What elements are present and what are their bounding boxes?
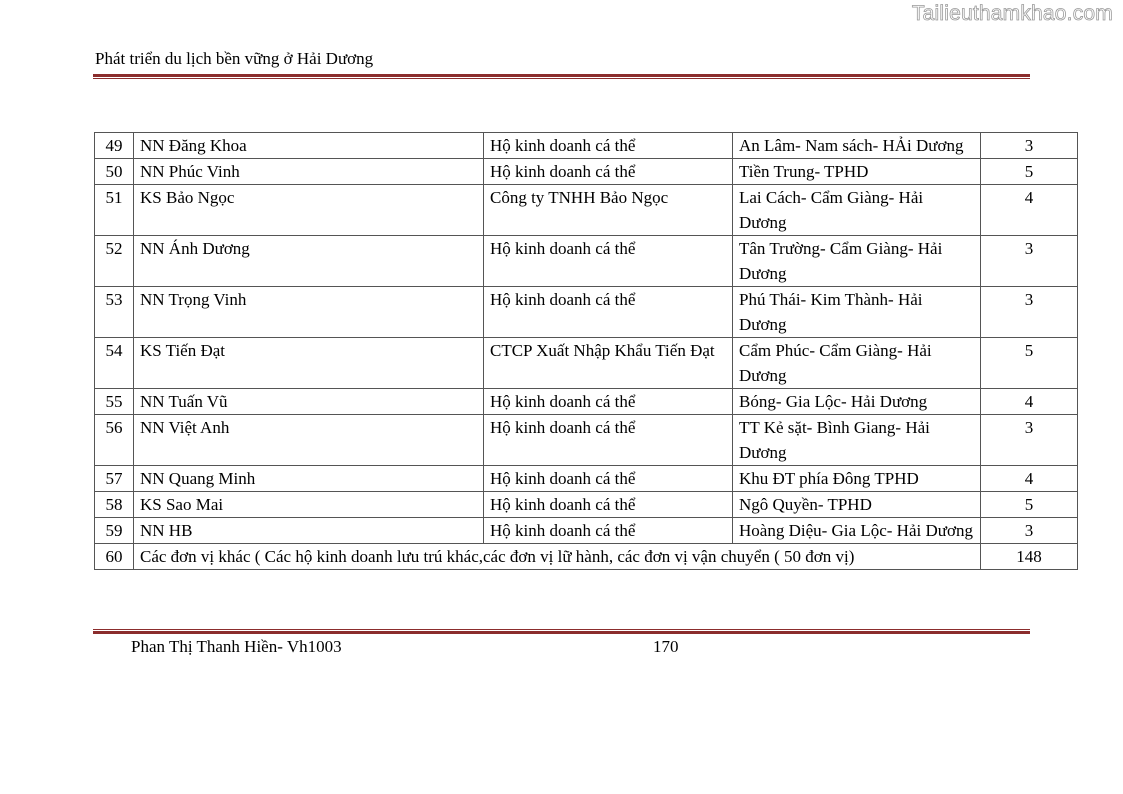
table-row bbox=[95, 133, 1078, 159]
row-number-cell: 50 bbox=[95, 159, 134, 185]
count-cell: 3 bbox=[981, 236, 1078, 287]
establishment-name-cell: NN Việt Anh bbox=[134, 415, 484, 466]
business-type-cell: Hộ kinh doanh cá thể bbox=[484, 389, 733, 415]
count-cell: 4 bbox=[981, 466, 1078, 492]
address-cell: Lai Cách- Cẩm Giàng- Hải Dương bbox=[733, 185, 981, 236]
establishment-name-cell: KS Sao Mai bbox=[134, 492, 484, 518]
table-row bbox=[95, 518, 1078, 544]
watermark-text: Tailieuthamkhao.com bbox=[911, 2, 1113, 25]
business-type-cell: Hộ kinh doanh cá thể bbox=[484, 133, 733, 159]
count-cell: 148 bbox=[981, 544, 1078, 570]
count-cell: 4 bbox=[981, 389, 1078, 415]
establishment-name-cell: NN Phúc Vinh bbox=[134, 159, 484, 185]
address-cell: An Lâm- Nam sách- HẢi Dương bbox=[733, 133, 981, 159]
row-number-cell: 55 bbox=[95, 389, 134, 415]
establishment-name-cell: NN Tuấn Vũ bbox=[134, 389, 484, 415]
footer-author: Phan Thị Thanh Hiền- Vh1003 bbox=[131, 637, 342, 656]
count-cell: 3 bbox=[981, 518, 1078, 544]
row-number-cell: 60 bbox=[95, 544, 134, 570]
business-type-cell: Hộ kinh doanh cá thể bbox=[484, 236, 733, 287]
page-header-title: Phát triển du lịch bền vững ở Hải Dương bbox=[95, 49, 374, 68]
address-cell: Bóng- Gia Lộc- Hải Dương bbox=[733, 389, 981, 415]
address-cell: TT Kẻ sặt- Bình Giang- Hải Dương bbox=[733, 415, 981, 466]
count-cell: 5 bbox=[981, 492, 1078, 518]
table-body bbox=[95, 133, 1078, 570]
summary-text-cell: Các đơn vị khác ( Các hộ kinh doanh lưu trú khác,các đơn vị lữ hành, các đơn vị vận chuyển ( 50 đơn vị) bbox=[134, 544, 981, 570]
establishment-name-cell: NN Quang Minh bbox=[134, 466, 484, 492]
establishment-name-cell: NN Trọng Vinh bbox=[134, 287, 484, 338]
row-number-cell: 58 bbox=[95, 492, 134, 518]
establishment-name-cell: KS Bảo Ngọc bbox=[134, 185, 484, 236]
count-cell: 3 bbox=[981, 415, 1078, 466]
count-cell: 5 bbox=[981, 159, 1078, 185]
table-row bbox=[95, 185, 1078, 236]
business-type-cell: Hộ kinh doanh cá thể bbox=[484, 415, 733, 466]
row-number-cell: 54 bbox=[95, 338, 134, 389]
row-number-cell: 51 bbox=[95, 185, 134, 236]
row-number-cell: 57 bbox=[95, 466, 134, 492]
establishments-table bbox=[94, 132, 1078, 570]
business-type-cell: Hộ kinh doanh cá thể bbox=[484, 518, 733, 544]
count-cell: 3 bbox=[981, 287, 1078, 338]
address-cell: Cẩm Phúc- Cẩm Giàng- Hải Dương bbox=[733, 338, 981, 389]
establishment-name-cell: NN Ánh Dương bbox=[134, 236, 484, 287]
address-cell: Tân Trường- Cẩm Giàng- Hải Dương bbox=[733, 236, 981, 287]
business-type-cell: Công ty TNHH Bảo Ngọc bbox=[484, 185, 733, 236]
address-cell: Hoàng Diệu- Gia Lộc- Hải Dương bbox=[733, 518, 981, 544]
address-cell: Phú Thái- Kim Thành- Hải Dương bbox=[733, 287, 981, 338]
row-number-cell: 56 bbox=[95, 415, 134, 466]
count-cell: 4 bbox=[981, 185, 1078, 236]
table-row bbox=[95, 159, 1078, 185]
business-type-cell: Hộ kinh doanh cá thể bbox=[484, 287, 733, 338]
table-row bbox=[95, 287, 1078, 338]
table-row bbox=[95, 492, 1078, 518]
count-cell: 5 bbox=[981, 338, 1078, 389]
establishment-name-cell: KS Tiến Đạt bbox=[134, 338, 484, 389]
business-type-cell: CTCP Xuất Nhập Khẩu Tiến Đạt bbox=[484, 338, 733, 389]
count-cell: 3 bbox=[981, 133, 1078, 159]
business-type-cell: Hộ kinh doanh cá thể bbox=[484, 159, 733, 185]
page-number: 170 bbox=[653, 637, 679, 656]
table-row bbox=[95, 466, 1078, 492]
business-type-cell: Hộ kinh doanh cá thể bbox=[484, 466, 733, 492]
summary-row bbox=[95, 544, 1078, 570]
row-number-cell: 59 bbox=[95, 518, 134, 544]
address-cell: Ngô Quyền- TPHD bbox=[733, 492, 981, 518]
establishment-name-cell: NN HB bbox=[134, 518, 484, 544]
footer-rule bbox=[93, 629, 1030, 634]
row-number-cell: 49 bbox=[95, 133, 134, 159]
address-cell: Tiền Trung- TPHD bbox=[733, 159, 981, 185]
table-row bbox=[95, 415, 1078, 466]
row-number-cell: 52 bbox=[95, 236, 134, 287]
address-cell: Khu ĐT phía Đông TPHD bbox=[733, 466, 981, 492]
establishment-name-cell: NN Đăng Khoa bbox=[134, 133, 484, 159]
row-number-cell: 53 bbox=[95, 287, 134, 338]
table-row bbox=[95, 338, 1078, 389]
table-row bbox=[95, 389, 1078, 415]
table-row bbox=[95, 236, 1078, 287]
business-type-cell: Hộ kinh doanh cá thể bbox=[484, 492, 733, 518]
header-rule bbox=[93, 74, 1030, 79]
